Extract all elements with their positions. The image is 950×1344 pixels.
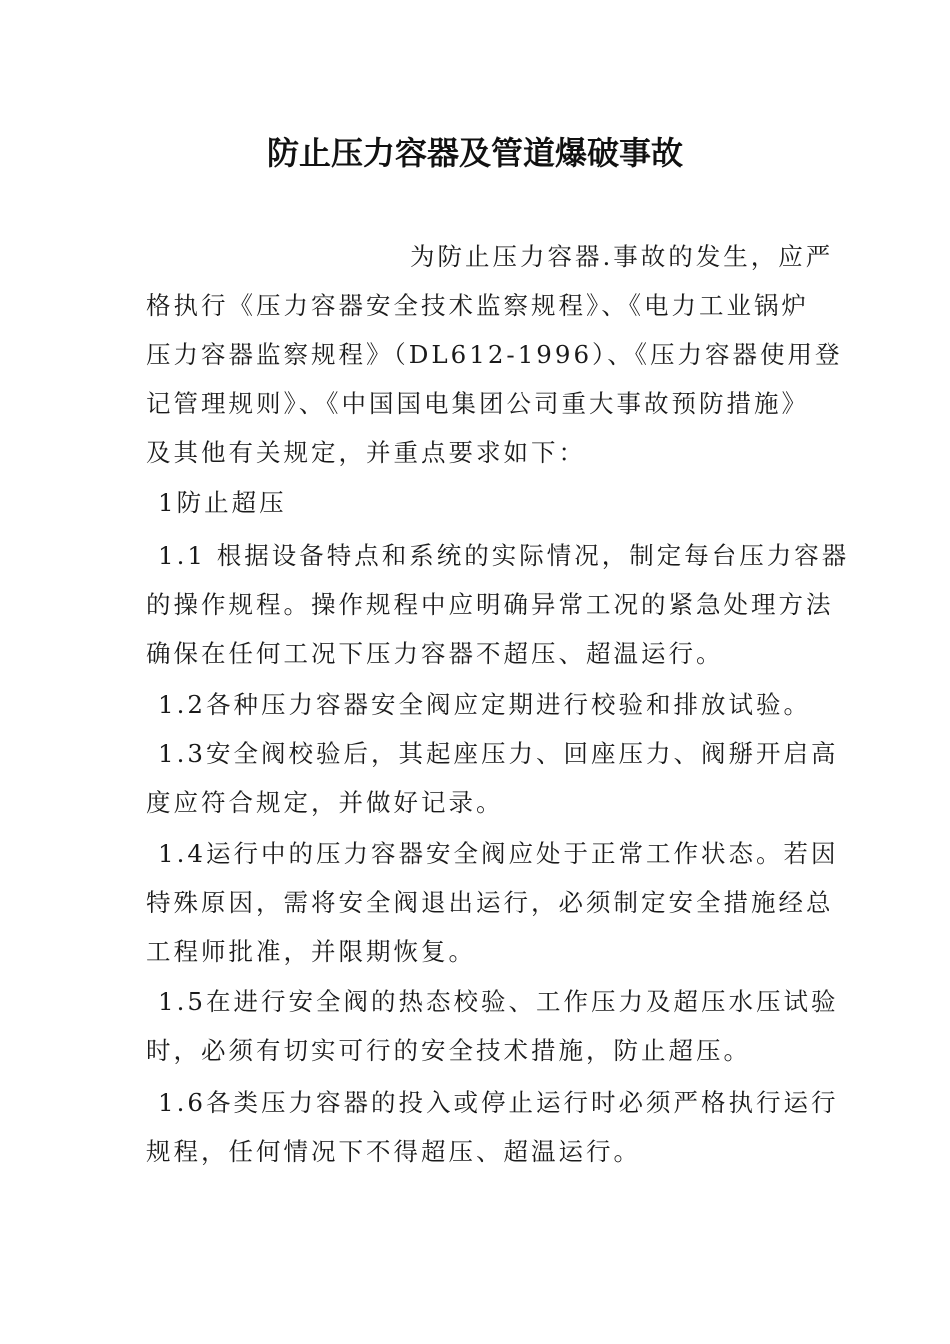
paragraph-line: 1.2各种压力容器安全阀应定期进行校验和排放试验。 <box>158 690 811 719</box>
paragraph-line: 及其他有关规定，并重点要求如下： <box>146 438 586 467</box>
paragraph-line: 确保在任何工况下压力容器不超压、超温运行。 <box>146 639 724 668</box>
paragraph-line: 格执行《压力容器安全技术监察规程》、《电力工业锅炉 <box>146 291 809 320</box>
section-heading: 1防止超压 <box>158 488 287 517</box>
paragraph-line: 特殊原因，需将安全阀退出运行，必须制定安全措施经总 <box>146 888 834 917</box>
paragraph-line: 1.1 根据设备特点和系统的实际情况，制定每台压力容器 <box>158 541 850 570</box>
paragraph-line: 记管理规则》、《中国国电集团公司重大事故预防措施》 <box>146 389 809 418</box>
paragraph-line: 1.3安全阀校验后，其起座压力、回座压力、阀掰开启高 <box>158 739 839 768</box>
paragraph-line: 1.4运行中的压力容器安全阀应处于正常工作状态。若因 <box>158 839 839 868</box>
paragraph-line: 时，必须有切实可行的安全技术措施，防止超压。 <box>146 1036 751 1065</box>
paragraph-line: 为防止压力容器.事故的发生，应严 <box>410 242 834 271</box>
paragraph-line: 规程，任何情况下不得超压、超温运行。 <box>146 1137 641 1166</box>
paragraph-line: 1.6各类压力容器的投入或停止运行时必须严格执行运行 <box>158 1088 839 1117</box>
paragraph-line: 的操作规程。操作规程中应明确异常工况的紧急处理方法 <box>146 590 834 619</box>
paragraph-line: 度应符合规定，并做好记录。 <box>146 788 504 817</box>
document-title: 防止压力容器及管道爆破事故 <box>266 134 683 172</box>
paragraph-line: 1.5在进行安全阀的热态校验、工作压力及超压水压试验 <box>158 987 839 1016</box>
paragraph-line: 工程师批准，并限期恢复。 <box>146 937 476 966</box>
paragraph-line: 压力容器监察规程》（DL612-1996）、《压力容器使用登 <box>146 340 843 369</box>
